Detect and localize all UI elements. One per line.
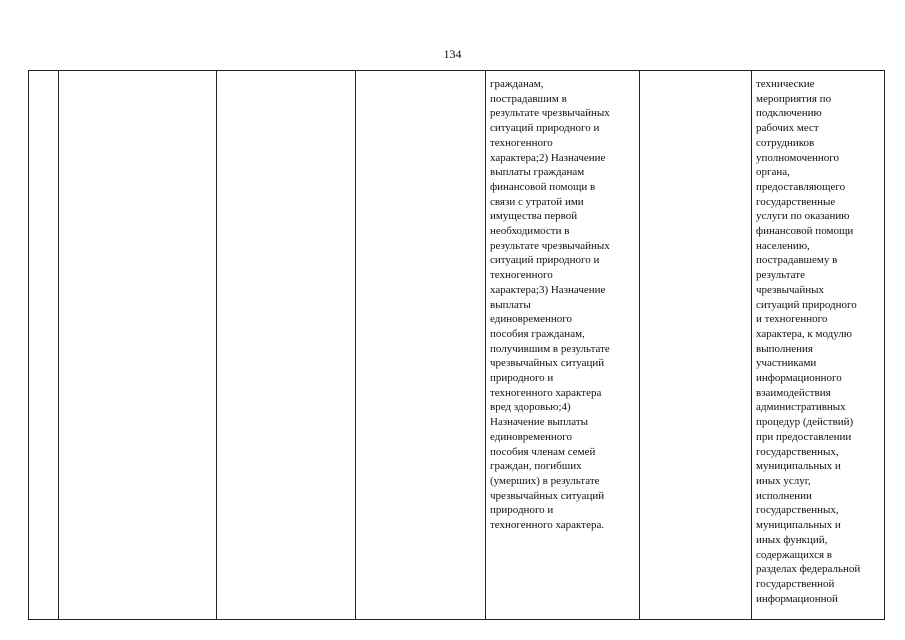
page-number: 134: [443, 47, 462, 61]
table-cell-col2: [59, 71, 217, 620]
table-cell-col7: [752, 71, 885, 620]
table-row: [29, 71, 885, 620]
table-cell-col3: [217, 71, 356, 620]
technical-measures-text: технические мероприятия по подключению рабочих мест сотрудников уполномоченного органа, предоставляющего государственные услуги по оказанию финансовой помощи населению, пострадавшему в результате чрезвычайных ситуаций природного и техногенного характера, к модулю выполнения участниками информационного взаимодействия административных процедур (действий) при предоставлении государственных, муниципальных и иных услуг, исполнении государственных, муниципальных и иных функций, содержащихся в разделах федеральной государственной информационной: [756, 78, 861, 605]
table-cell-col1: [29, 71, 59, 620]
table-cell-col6: [640, 71, 752, 620]
service-description-text: гражданам, пострадавшим в результате чрезвычайных ситуаций природного и техногенного характера;2) Назначение выплаты гражданам финансовой помощи в связи с утратой ими имущества первой необходимости в результате чрезвычайных ситуаций природного и техногенного характера;3) Назначение выплаты единовременного пособия гражданам, получившим в результате чрезвычайных ситуаций природного и техногенного характера вред здоровью;4) Назначение выплаты единовременного пособия членам семей граждан, погибших (умерших) в результате чрезвычайных ситуаций природного и техногенного характера.: [490, 78, 610, 532]
document-table: [28, 70, 885, 620]
table-cell-col5: [486, 71, 640, 620]
table-cell-col4: [356, 71, 486, 620]
